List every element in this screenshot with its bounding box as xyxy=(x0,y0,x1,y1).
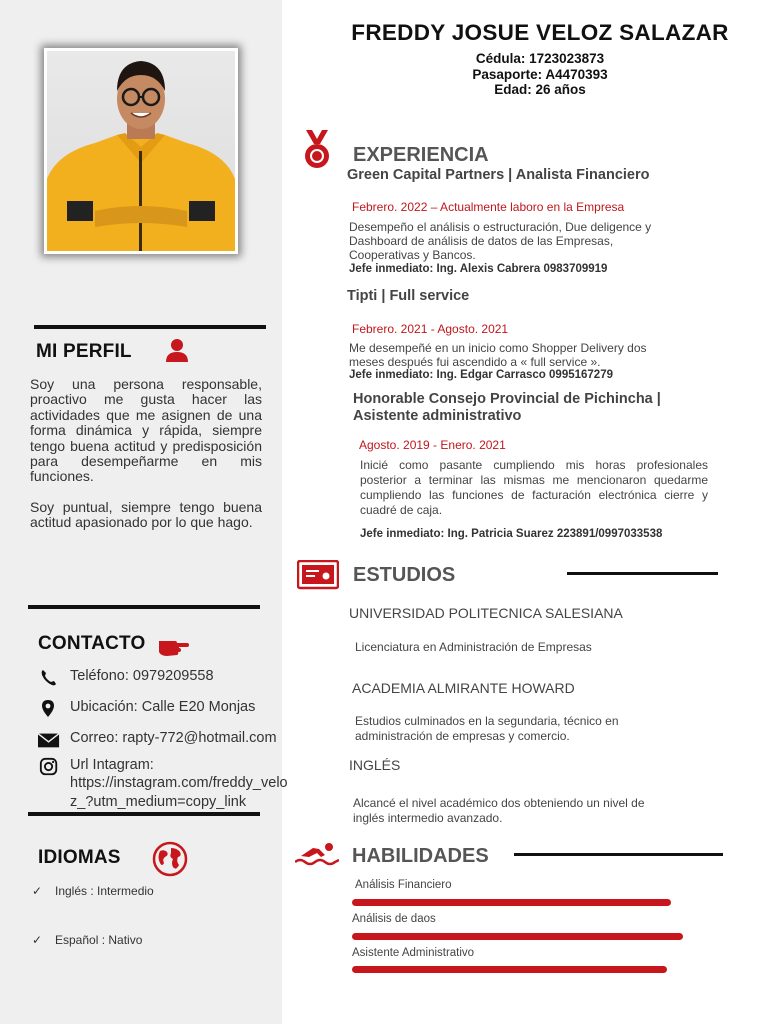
job-description-line: Dashboard de análisis de datos de las Empresas, xyxy=(349,234,614,248)
divider xyxy=(28,812,260,816)
contact-instagram-label: Url Intagram: xyxy=(70,757,154,773)
job-description xyxy=(349,341,647,369)
swimmer-icon xyxy=(295,840,339,868)
job-description xyxy=(349,220,651,262)
check-icon: ✓ xyxy=(32,933,43,947)
skill-label: Asistente Administrativo xyxy=(352,947,475,959)
contact-phone-text: Teléfono: 0979209558 xyxy=(70,668,214,684)
skill-level-bar xyxy=(352,933,683,940)
perfil-paragraph: Soy puntual, siempre tengo buena actitud apasionado por lo que hago. xyxy=(30,498,262,531)
job-date: Agosto. 2019 - Enero. 2021 xyxy=(359,438,506,452)
edu-description-line: Estudios culminados en la segundaria, técnico en xyxy=(355,714,619,728)
edad: Edad: 26 años xyxy=(494,82,586,97)
job-title-line: Honorable Consejo Provincial de Pichincha | xyxy=(353,391,661,407)
job-boss: Jefe inmediato: Ing. Patricia Suarez 223891/0997033538 xyxy=(360,528,663,540)
edu-description: Licenciatura en Administración de Empresas xyxy=(355,640,592,654)
contact-location-text: Ubicación: Calle E20 Monjas xyxy=(70,699,256,715)
envelope-icon xyxy=(38,730,60,750)
edu-description-line: Alcancé el nivel académico dos obteniendo un nivel de xyxy=(353,796,645,810)
pasaporte: Pasaporte: A4470393 xyxy=(472,67,608,82)
skill-level-bar xyxy=(352,899,671,906)
pointing-hand-icon xyxy=(157,636,189,658)
check-icon: ✓ xyxy=(32,884,43,898)
edu-description-line: administración de empresas y comercio. xyxy=(355,729,570,743)
divider xyxy=(34,325,266,329)
edu-description xyxy=(355,714,619,744)
job-description-line: Me desempeñé en un inicio como Shopper Delivery dos xyxy=(349,341,647,355)
habilidades-heading: HABILIDADES xyxy=(352,845,489,867)
skill-label: Análisis de daos xyxy=(352,913,436,925)
idiomas-heading: IDIOMAS xyxy=(38,847,121,868)
divider xyxy=(567,572,718,575)
job-description-line: Desempeño el análisis o estructuración, Due deligence y xyxy=(349,220,652,234)
contacto-heading: CONTACTO xyxy=(38,633,146,654)
person-icon xyxy=(164,338,190,362)
phone-icon xyxy=(38,668,60,688)
edu-institution: INGLÉS xyxy=(349,757,401,773)
candidate-name: FREDDY JOSUE VELOZ SALAZAR xyxy=(351,20,729,45)
skill-label: Análisis Financiero xyxy=(355,879,452,891)
diploma-icon xyxy=(297,560,339,590)
edu-institution: ACADEMIA ALMIRANTE HOWARD xyxy=(352,680,575,696)
profile-photo-frame xyxy=(44,48,238,254)
job-boss: Jefe inmediato: Ing. Edgar Carrasco 0995167279 xyxy=(349,369,613,381)
perfil-paragraph: Soy una persona responsable, proactivo me gusta hacer las actividades que me asignen de una forma dinámica y rápida, siempre tengo buena actitud y predisposición para desempeñarme en mis funciones. xyxy=(30,376,262,485)
instagram-icon xyxy=(38,757,60,777)
job-date: Febrero. 2021 - Agosto. 2021 xyxy=(352,322,509,336)
job-title: Tipti | Full service xyxy=(347,288,470,304)
perfil-heading: MI PERFIL xyxy=(36,341,132,362)
divider xyxy=(28,605,260,609)
language-item-text: Español : Nativo xyxy=(55,933,143,947)
job-title-line: Asistente administrativo xyxy=(353,408,522,424)
cedula: Cédula: 1723023873 xyxy=(475,51,605,66)
divider xyxy=(514,853,723,856)
job-title: Green Capital Partners | Analista Financiero xyxy=(347,167,650,183)
job-description-line: meses después fui ascendido a « full service ». xyxy=(349,355,601,369)
job-boss: Jefe inmediato: Ing. Alexis Cabrera 0983709919 xyxy=(349,263,608,275)
location-pin-icon xyxy=(38,699,60,719)
edu-description-line: inglés intermedio avanzado. xyxy=(353,811,503,825)
edu-description xyxy=(353,796,645,826)
job-title xyxy=(353,391,661,425)
sidebar xyxy=(0,0,288,1024)
perfil-text xyxy=(30,377,262,531)
profile-photo xyxy=(47,51,235,251)
job-description: Inicié como pasante cumpliendo mis horas profesionales posterior a terminar las mismas me mencionaron quedarme cumpliendo las funciones de facturación electrónica cierre y cuadré de caja. xyxy=(360,458,708,517)
medal-icon xyxy=(302,130,332,170)
profile-photo-illustration xyxy=(47,51,235,251)
language-item-text: Inglés : Intermedio xyxy=(55,884,154,898)
contact-instagram-url-2: z_?utm_medium=copy_link xyxy=(70,794,247,810)
globe-icon xyxy=(152,841,188,877)
contact-instagram-url-1: https://instagram.com/freddy_velo xyxy=(70,775,288,791)
edu-institution: UNIVERSIDAD POLITECNICA SALESIANA xyxy=(349,605,623,621)
job-date: Febrero. 2022 – Actualmente laboro en la Empresa xyxy=(352,200,625,214)
job-description-line: Cooperativas y Bancos. xyxy=(349,248,476,262)
skill-level-bar xyxy=(352,966,667,973)
experiencia-heading: EXPERIENCIA xyxy=(353,144,489,166)
estudios-heading: ESTUDIOS xyxy=(353,564,456,586)
contact-email-text: Correo: rapty-772@hotmail.com xyxy=(70,730,277,746)
